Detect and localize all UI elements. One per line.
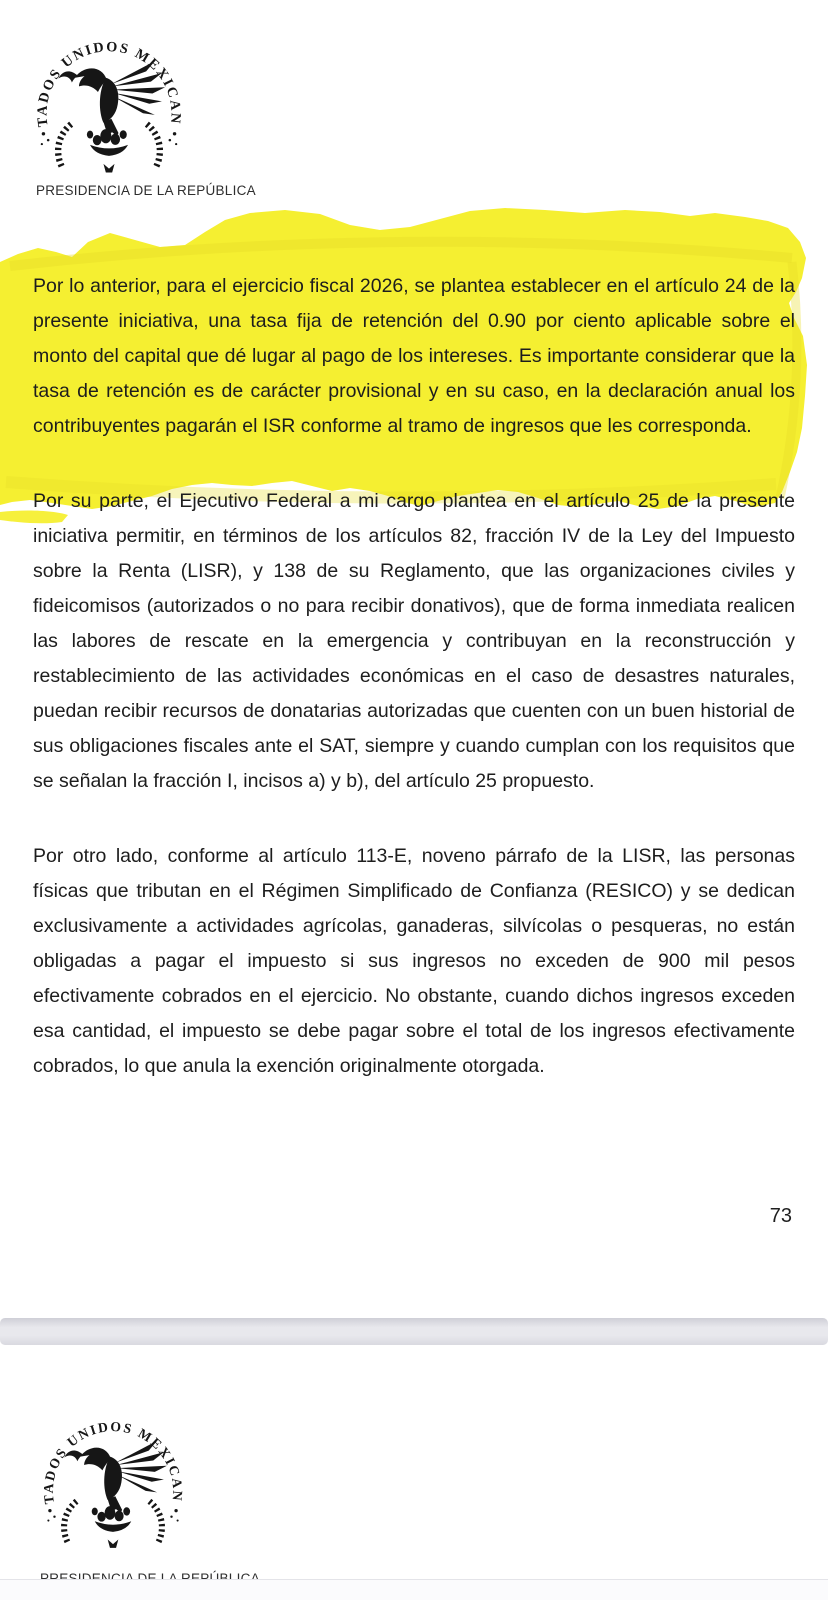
letterhead-title: PRESIDENCIA DE LA REPÚBLICA (36, 183, 256, 198)
highlighted-paragraph: Por lo anterior, para el ejercicio fiscal 2026, se plantea establecer en el artículo 24 de la presente iniciativa, una tasa fija de retención del 0.90 por ciento aplicable sobre el monto del capital que dé lugar al pago de los intereses. Es importante considerar que la tasa de retención es de carácter provisional y en su caso, en la declaración anual los contribuyentes pagarán el ISR conforme al tramo de ingresos que les corresponda. (33, 275, 795, 437)
page-number: 73 (769, 1205, 792, 1227)
page-separator (0, 1318, 828, 1345)
document-body (33, 269, 795, 1124)
paragraph-resico: Por otro lado, conforme al artículo 113-E, noveno párrafo de la LISR, las personas físicas que tributan en el Régimen Simplificado de Confianza (RESICO) y se dedican exclusivamente a actividades agrícolas, ganaderas, silvícolas o pesqueras, no están obligadas a pagar el impuesto si sus ingresos no exceden de 900 mil pesos efectivamente cobrados en el ejercicio. No obstante, cuando dichos ingresos exceden esa cantidad, el impuesto se debe pagar sobre el total de los ingresos efectivamente cobrados, lo que anula la exención originalmente otorgada. (33, 845, 795, 1077)
mexico-coat-of-arms-icon (37, 1405, 189, 1557)
mexico-coat-of-arms-icon (30, 24, 188, 182)
next-page (0, 1345, 828, 1600)
bottom-edge-strip (0, 1579, 828, 1600)
paragraph-article-25: Por su parte, el Ejecutivo Federal a mi cargo plantea en el artículo 25 de la presente iniciativa permitir, en términos de los artículos 82, fracción IV de la Ley del Impuesto sobre la Renta (LISR), y 138 de su Reglamento, que las organizaciones civiles y fideicomisos (autorizados o no para recibir donativos), que de forma inmediata realicen las labores de rescate en la emergencia y contribuyan en la reconstrucción y restablecimiento de las actividades económicas en el caso de desastres naturales, puedan recibir recursos de donatarias autorizadas que cuenten con un buen historial de sus obligaciones fiscales ante el SAT, siempre y cuando cumplan con los requisitos que se señalan la fracción I, incisos a) y b), del artículo 25 propuesto. (33, 490, 795, 792)
